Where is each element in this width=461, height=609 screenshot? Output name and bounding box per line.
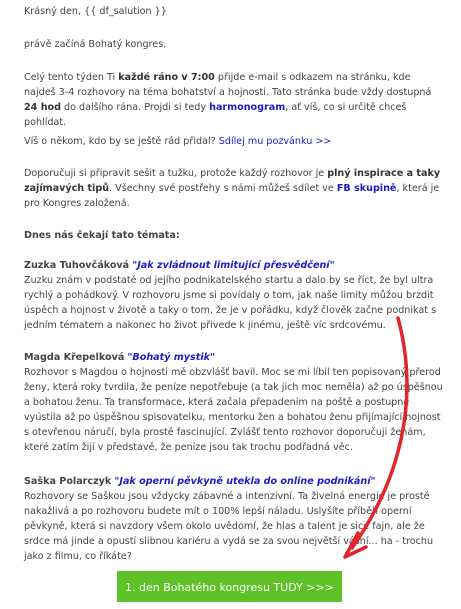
talk-title: "Jak zvládnout limitující přesvědčení" <box>132 260 335 271</box>
greeting: Krásný den, {{ df_salution }} <box>24 6 167 17</box>
inspiration-highlight: plný inspirace a taky zajímavých tipů <box>24 168 441 194</box>
speaker-name: Saška Polarczyk <box>24 476 112 487</box>
schedule-paragraph: Celý tento týden Ti každé ráno v 7:00 přijde e-mail s odkazem na stránku, kde najdeš 3-4 rozhovory na téma bohatství a hojnosti. Tato stránka bude vždy dostupná 24 hod do dalšího rána. Projdi si tedy harmonogram, ať víš, co si určitě chceš pohlídat. <box>24 72 432 128</box>
talk-title: "Jak operní pěvkyně utekla do online podnikání" <box>114 476 376 487</box>
speaker-name: Zuzka Tuhovčáková <box>24 260 130 271</box>
preparation-paragraph: Doporučuji si připravit sešit a tužku, protože každý rozhovor je plný inspirace a taky zajímavých tipů. Všechny své postřehy s námi můžeš sdílet ve FB skupině, která je pro Kongres založená. <box>24 168 441 209</box>
congress-day-one-button[interactable]: 1. den Bohatého kongresu TUDY >>> <box>117 571 342 602</box>
speaker-block <box>24 258 444 333</box>
topics-heading: Dnes nás čekají tato témata: <box>24 230 180 241</box>
share-invitation-link[interactable]: Sdílej mu pozvánku >> <box>218 136 332 147</box>
schedule-link[interactable]: harmonogram <box>209 102 286 113</box>
share-paragraph: Víš o někom, kdo by se ještě rád přidal? Sdílej mu pozvánku >> <box>24 136 332 147</box>
speaker-description: Rozhovor s Magdou o hojnosti mě obzvlášť bavil. Moc se mi líbil ten popisovaný přerod ženy, která roky tvrdila, že peníze nepotřebuje (a tak jich moc neměla) až po úspěšnou a bohatou ženu. Ta transformace, která začala přepadením na poště a postupně vyústila až po úspěšnou spisovatelku, mentorku žen a bohatou ženu přijímající hojnost s otevřenou náručí, byla prostě fascinující. Zvlášť tento rozhovor doporučuji ženám, které zatím žijí v představě, že peníze jsou tak trochu podřadná věc. <box>24 367 443 453</box>
intro-text: právě začíná Bohatý kongres. <box>24 39 167 50</box>
speaker-name: Magda Křepelková <box>24 352 125 363</box>
fb-group-link[interactable]: FB skupině <box>336 183 397 194</box>
duration-highlight: 24 hod <box>24 102 61 113</box>
speaker-description: Zuzku znám v podstatě od jejího podnikatelského startu a dalo by se říct, že byl ultra rychlý a pohádkový. V rozhovoru jsme si povídaly o tom, jak naše limity můžou brzdit úspěch a hojnost v životě a taky o tom, že je v pořádku, když člověk začne podnikat s jedním tématem a nakonec ho život přivede k jinému, ještě víc srdcovému. <box>24 275 437 331</box>
speaker-description: Rozhovory se Saškou jsou vždycky zábavné a intenzivní. Ta živelná energie je prostě nakažlivá a po rozhovoru budete mít o 100% lepší náladu. Uslyšíte příběh operní pěvkyně, která si navzdory všem okolo uvědomí, že hlas a talent je sice fajn, ale že srdce má jinde a opustí slibnou kariéru a vydá se za svou největší vášní... ha - trochu jako z filmu, co říkáte? <box>24 491 434 562</box>
talk-title: "Bohatý mystik" <box>127 352 216 363</box>
time-highlight: každé ráno v 7:00 <box>118 72 215 83</box>
speaker-block <box>24 350 444 455</box>
speaker-block <box>24 474 444 564</box>
